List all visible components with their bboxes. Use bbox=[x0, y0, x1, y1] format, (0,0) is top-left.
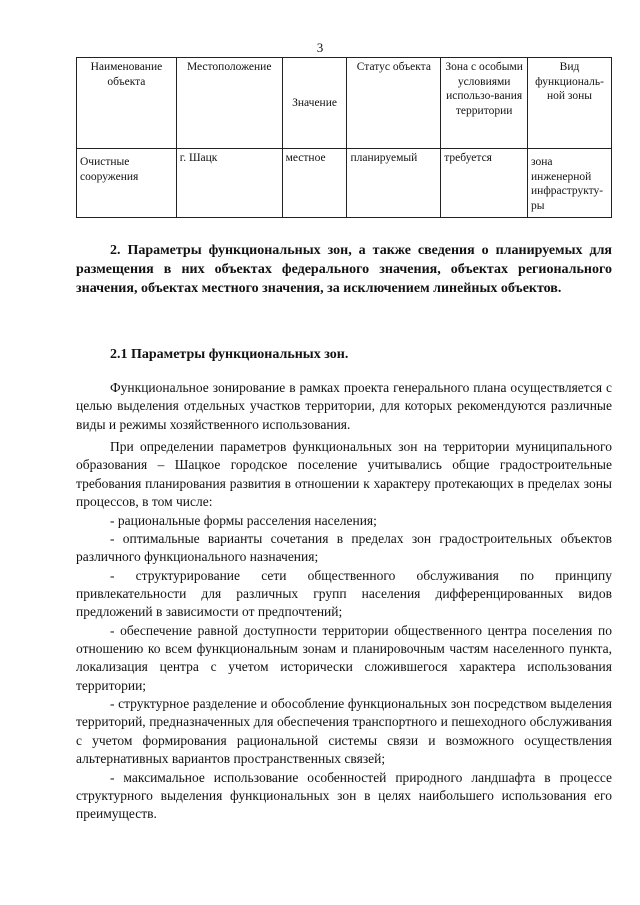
table-cell: Очистные сооружения bbox=[77, 149, 177, 218]
list-item: - структурное разделение и обособление функциональных зон посредством выделения территорий, предназначенных для обеспечения транспортного и пешеходного обслуживания с учетом формирования рациональной системы связи и возможного осуществления альтернативных вариантов пространственных связей; bbox=[76, 696, 612, 767]
table-cell: г. Шацк bbox=[176, 149, 282, 218]
objects-table bbox=[76, 57, 612, 218]
page-number: 3 bbox=[316, 40, 324, 55]
list-item: - обеспечение равной доступности территории общественного центра поселения по отношению ко всем функциональным зонам и планировочным частям населенного пункта, локализация центра с учетом исторически сложившегося характера использования территории; bbox=[76, 622, 612, 693]
table-header-row bbox=[77, 58, 612, 149]
paragraph: Функциональное зонирование в рамках проекта генерального плана осуществляется с целью выделения отдельных участков территории, для которых рекомендуются различные виды и режимы хозяйственного использования. bbox=[76, 380, 612, 432]
table-header-cell: Вид функциональ-ной зоны bbox=[528, 58, 612, 149]
table-row bbox=[77, 149, 612, 218]
paragraph: При определении параметров функциональных зон на территории муниципального образования – Шацкое городское поселение учитывались общие градостроительные требования планирования развития в отношении к характеру протекающих в пределах зоны процессов, в том числе: bbox=[76, 439, 612, 510]
table-header-cell: Наименование объекта bbox=[77, 58, 177, 149]
list-item: - максимальное использование особенностей природного ландшафта в процессе структурного выделения функциональных зон в целях наибольшего использования его преимуществ. bbox=[76, 769, 612, 822]
table-cell: местное bbox=[282, 149, 347, 218]
table-header-cell: Зона с особыми условиями использо-вания территории bbox=[441, 58, 528, 149]
list-item: - оптимальные варианты сочетания в пределах зон градостроительных объектов различного функционального назначения; bbox=[76, 530, 612, 565]
section-2-heading: 2. Параметры функциональных зон, а также сведения о планируемых для размещения в них объектах федерального значения, объектах регионального значения, объектах местного значения, за исключением линейных объектов. bbox=[76, 243, 612, 296]
list-item: - рациональные формы расселения населения; bbox=[110, 512, 377, 528]
table-header-cell: Местоположение bbox=[176, 58, 282, 149]
list-item: - структурирование сети общественного обслуживания по принципу привлекательности для различных групп населения дифференцированных видов предложений в зависимости от предпочтений; bbox=[76, 567, 612, 620]
table-cell: зона инженерной инфраструкту-ры bbox=[528, 149, 612, 218]
table-cell: требуется bbox=[441, 149, 528, 218]
body-text bbox=[76, 379, 612, 824]
table-cell: планируемый bbox=[347, 149, 441, 218]
table-header-cell: Статус объекта bbox=[347, 58, 441, 149]
section-2-1-heading: 2.1 Параметры функциональных зон. bbox=[110, 347, 349, 362]
table-header-cell: Значение bbox=[282, 58, 347, 149]
